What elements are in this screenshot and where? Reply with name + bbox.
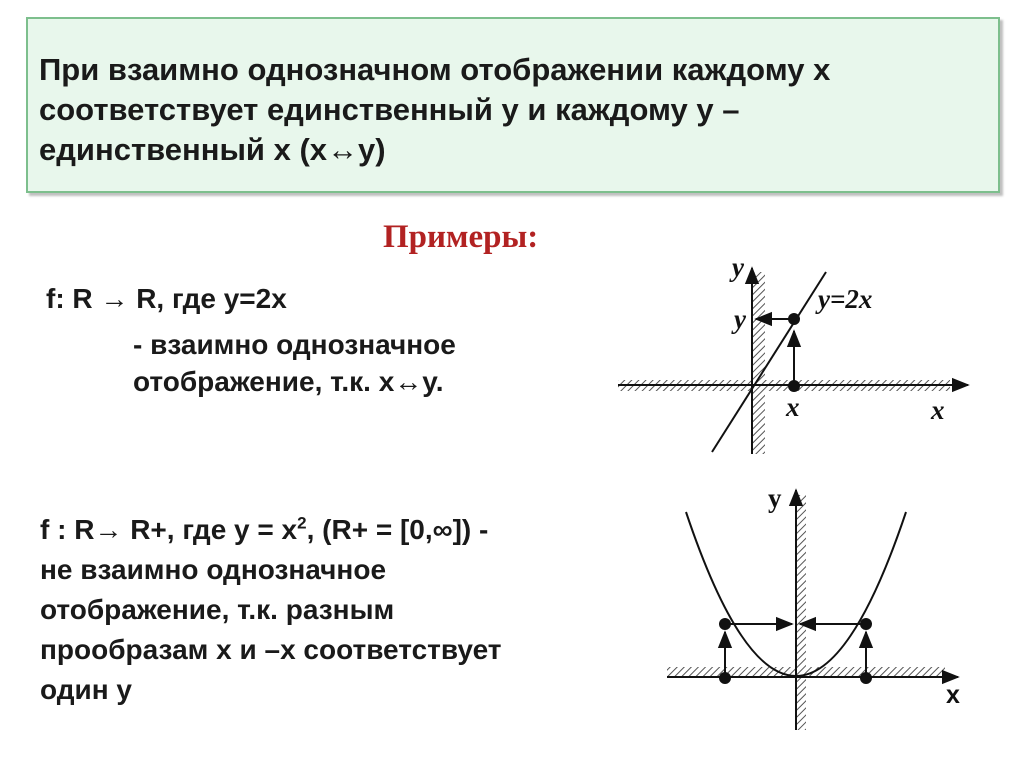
graph2 [667, 483, 960, 730]
example1-note-line-2: отображение, т.к. x↔y. [133, 366, 444, 397]
example2-line-2: не взаимно однозначное [40, 554, 387, 585]
graph1-function-label: y=2x [818, 284, 873, 314]
graph1-point-y-label: y [734, 304, 746, 334]
graph2-x-axis-label: x [946, 681, 960, 709]
graph2-point-left [719, 618, 731, 630]
graph1-point [788, 313, 800, 325]
graph2-point-right-x [860, 672, 872, 684]
graph2-point-left-x [719, 672, 731, 684]
graph1-y-axis-hatch [752, 272, 765, 454]
graph1-x-axis-label: x [931, 395, 945, 425]
graph2-y-axis-label: y [768, 483, 782, 513]
graph2-point-right [860, 618, 872, 630]
example2-line-1a: f : R→ R+, где y = x [40, 514, 298, 545]
example1-definition: f: R → R, где y=2x [46, 283, 287, 314]
example1-note-line-1: - взаимно однозначное [133, 329, 456, 360]
example2-line-3: отображение, т.к. разным [40, 594, 395, 625]
definition-line-1: При взаимно однозначном отображении каждому x [39, 52, 831, 87]
example2-superscript: 2 [297, 513, 307, 533]
example2-line-1b: , (R+ = [0,∞]) - [306, 514, 489, 545]
definition-line-3: единственный x (x↔y) [39, 132, 386, 167]
example2-line-4: прообразам x и –x соответствует [40, 634, 502, 665]
graph1-point-x [788, 380, 800, 392]
graph2-y-axis-hatch [796, 495, 806, 730]
example2-line-5: один y [40, 674, 132, 705]
examples-heading: Примеры: [383, 219, 539, 255]
graph1-y-axis-label: y [732, 252, 744, 282]
graph1 [618, 252, 968, 454]
graph1-function-line [712, 272, 826, 452]
graph1-point-x-label: x [786, 392, 800, 422]
definition-line-2: соответствует единственный y и каждому y – [39, 92, 740, 127]
